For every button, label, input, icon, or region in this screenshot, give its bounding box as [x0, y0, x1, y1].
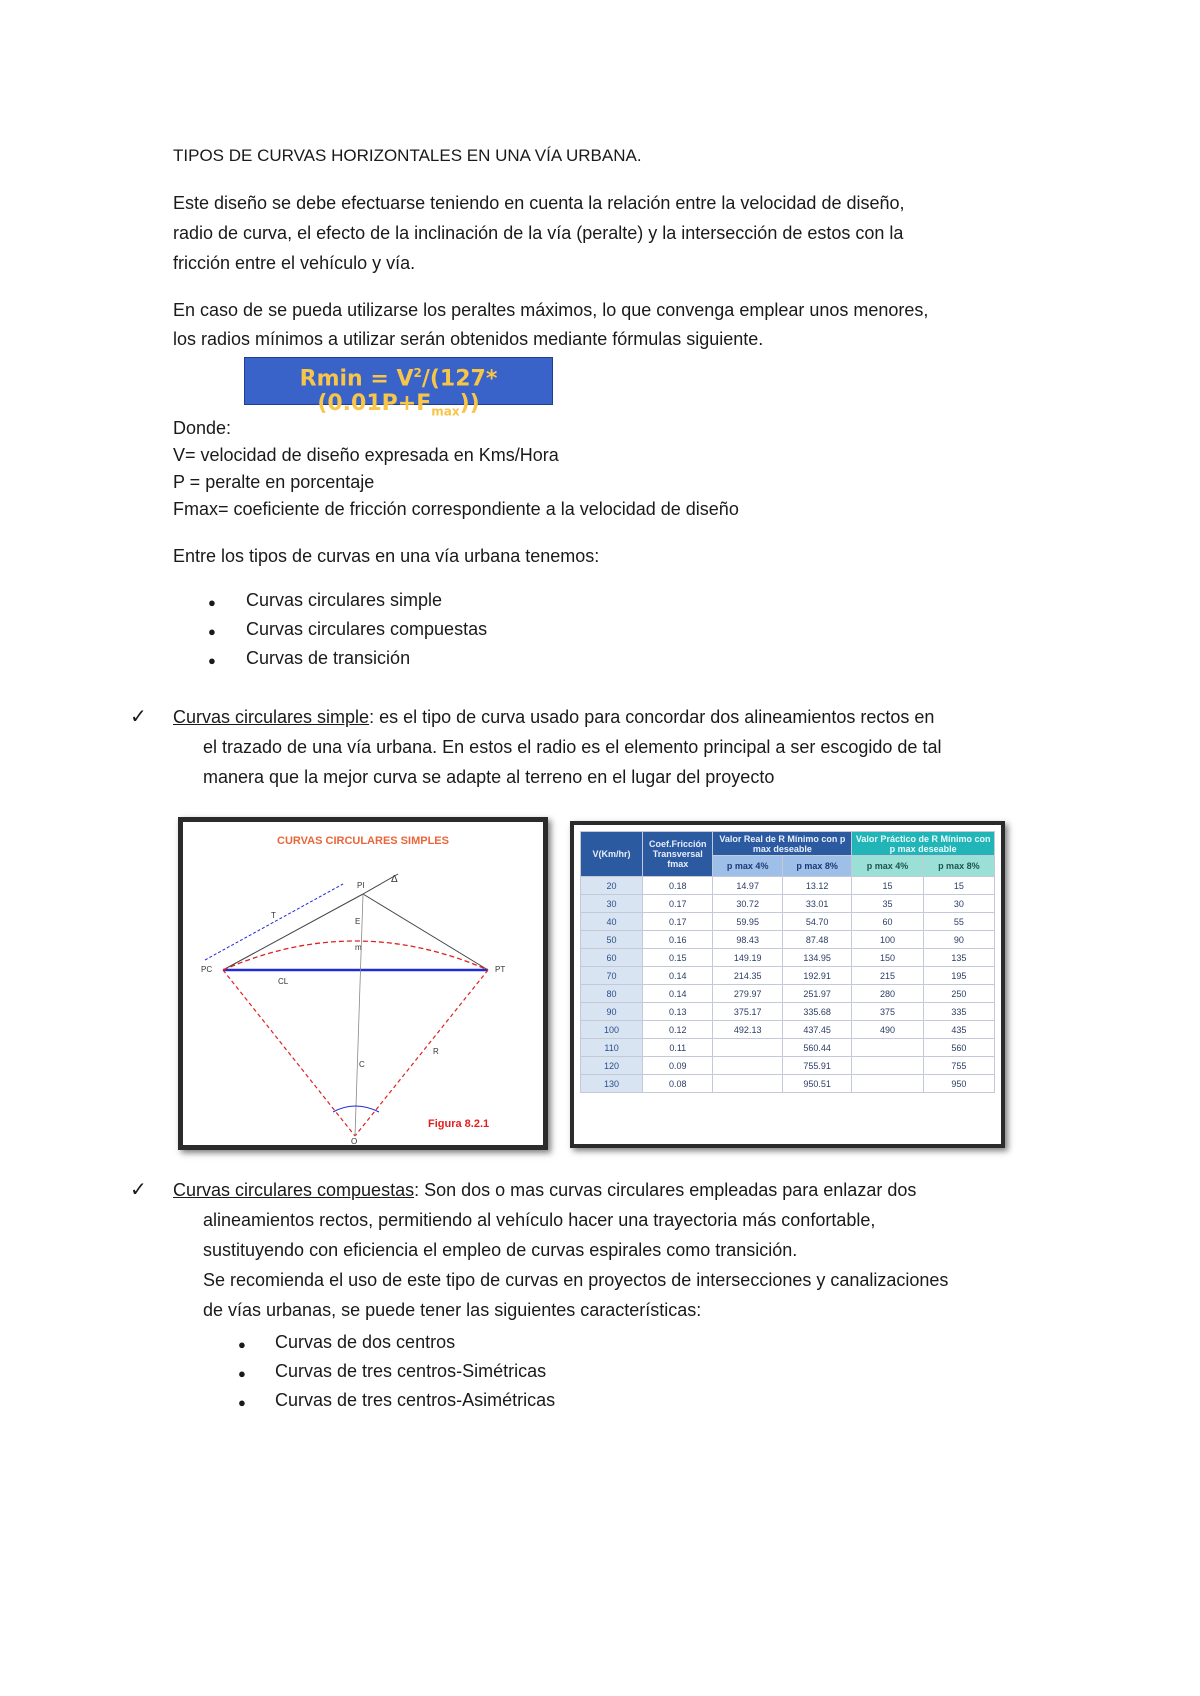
label-pc: PC	[201, 965, 213, 974]
table-row	[581, 1003, 995, 1021]
table-cell: 87.48	[782, 931, 851, 949]
rmin-formula: $Rmin = V^2/(127*(0.01P+F_{max}))$	[299, 366, 498, 419]
header-practico: Valor Práctico de R Mínimo con p max deseable	[852, 832, 995, 856]
donde-v: V= velocidad de diseño expresada en Kms/Hora	[173, 445, 559, 465]
header-real-p4: p max 4%	[713, 856, 782, 877]
table-cell	[713, 1075, 782, 1093]
tangent-forward	[363, 894, 488, 970]
table-cell	[713, 1039, 782, 1057]
table-cell-speed: 30	[581, 895, 643, 913]
table-cell: 251.97	[782, 985, 851, 1003]
table-cell: 335.68	[782, 1003, 851, 1021]
curve-diagram-figure	[178, 817, 548, 1150]
table-row	[581, 877, 995, 895]
compuestas-term: Curvas circulares compuestas	[173, 1180, 415, 1200]
table-cell: 98.43	[713, 931, 782, 949]
intro-line-2: radio de curva, el efecto de la inclinación de la vía (peralte) y la intersección de estos con la	[173, 223, 904, 243]
table-cell-speed: 20	[581, 877, 643, 895]
tipo-item: Curvas circulares simple	[246, 590, 443, 610]
table-cell: 0.12	[643, 1021, 713, 1039]
table-cell: 13.12	[782, 877, 851, 895]
table-cell: 0.17	[643, 895, 713, 913]
table-cell: 0.13	[643, 1003, 713, 1021]
bisector	[355, 894, 363, 1136]
compuestas-line-3: sustituyendo con eficiencia el empleo de curvas espirales como transición.	[203, 1240, 798, 1260]
donde-label: Donde:	[173, 418, 232, 438]
table-cell: 135	[923, 949, 994, 967]
table-row	[581, 985, 995, 1003]
bullet-icon: ●	[208, 624, 216, 639]
donde-fmax: Fmax= coeficiente de fricción correspondiente a la velocidad de diseño	[173, 499, 739, 519]
label-r: R	[433, 1047, 439, 1056]
diagram-title: CURVAS CIRCULARES SIMPLES	[277, 835, 449, 847]
label-t: T	[271, 911, 276, 920]
bullet-icon: ●	[208, 595, 216, 610]
table-cell: 560.44	[782, 1039, 851, 1057]
table-cell: 15	[852, 877, 923, 895]
table-cell	[852, 1057, 923, 1075]
header-coef: Coef.Fricción Transversal fmax	[643, 832, 713, 877]
table-cell: 100	[852, 931, 923, 949]
simple-line-1: Curvas circulares simple: es el tipo de curva usado para concordar dos alineamientos rectos en	[173, 707, 935, 727]
checkmark-icon: ✓	[130, 704, 147, 728]
page-title: TIPOS DE CURVAS HORIZONTALES EN UNA VÍA URBANA.	[173, 146, 642, 165]
table-cell: 192.91	[782, 967, 851, 985]
compuestas-line-4: Se recomienda el uso de este tipo de curvas en proyectos de intersecciones y canalizaciones	[203, 1270, 949, 1290]
simple-line-3: manera que la mejor curva se adapte al terreno en el lugar del proyecto	[203, 767, 775, 787]
table-cell: 0.09	[643, 1057, 713, 1075]
label-e: E	[355, 917, 361, 926]
table-cell: 0.16	[643, 931, 713, 949]
label-o: O	[351, 1137, 358, 1145]
table-cell: 60	[852, 913, 923, 931]
table-cell: 54.70	[782, 913, 851, 931]
peraltes-line-1: En caso de se pueda utilizarse los peraltes máximos, lo que convenga emplear unos menores,	[173, 300, 929, 320]
table-cell: 280	[852, 985, 923, 1003]
table-cell-speed: 60	[581, 949, 643, 967]
table-row	[581, 1039, 995, 1057]
tipos-intro: Entre los tipos de curvas en una vía urbana tenemos:	[173, 546, 600, 566]
table-cell: 375.17	[713, 1003, 782, 1021]
table-cell: 335	[923, 1003, 994, 1021]
header-real-p8: p max 8%	[782, 856, 851, 877]
table-cell-speed: 110	[581, 1039, 643, 1057]
table-row	[581, 913, 995, 931]
header-prac-p8: p max 8%	[923, 856, 994, 877]
label-cl: CL	[278, 977, 289, 986]
table-cell: 0.11	[643, 1039, 713, 1057]
table-cell: 30	[923, 895, 994, 913]
radius-right	[355, 970, 488, 1136]
table-cell: 59.95	[713, 913, 782, 931]
checkmark-icon: ✓	[130, 1177, 147, 1201]
simple-line-2: el trazado de una vía urbana. En estos el radio es el elemento principal a ser escogido de tal	[203, 737, 942, 757]
table-cell: 950.51	[782, 1075, 851, 1093]
table-cell: 90	[923, 931, 994, 949]
table-cell: 435	[923, 1021, 994, 1039]
table-row	[581, 1075, 995, 1093]
table-row	[581, 967, 995, 985]
bullet-icon: ●	[238, 1337, 246, 1352]
compuestas-line-1: Curvas circulares compuestas: Son dos o mas curvas circulares empleadas para enlazar dos	[173, 1180, 917, 1200]
label-pi: PI	[357, 881, 365, 890]
table-cell: 30.72	[713, 895, 782, 913]
table-cell: 0.14	[643, 985, 713, 1003]
header-prac-p4: p max 4%	[852, 856, 923, 877]
table-cell-speed: 130	[581, 1075, 643, 1093]
simple-term: Curvas circulares simple	[173, 707, 370, 727]
table-cell: 492.13	[713, 1021, 782, 1039]
donde-p: P = peralte en porcentaje	[173, 472, 375, 492]
table-row	[581, 931, 995, 949]
table-cell: 950	[923, 1075, 994, 1093]
compuestas-line-2: alineamientos rectos, permitiendo al vehículo hacer una trayectoria más confortable,	[203, 1210, 876, 1230]
table-cell-speed: 90	[581, 1003, 643, 1021]
table-cell	[713, 1057, 782, 1075]
table-cell: 0.14	[643, 967, 713, 985]
table-cell: 33.01	[782, 895, 851, 913]
label-delta: Δ	[391, 874, 398, 885]
table-cell-speed: 50	[581, 931, 643, 949]
table-cell-speed: 100	[581, 1021, 643, 1039]
label-pt: PT	[495, 965, 506, 974]
table-body	[581, 877, 995, 1093]
table-cell: 279.97	[713, 985, 782, 1003]
table-cell: 0.15	[643, 949, 713, 967]
table-cell: 375	[852, 1003, 923, 1021]
table-cell: 0.18	[643, 877, 713, 895]
formula-box	[244, 357, 553, 419]
tangent-back	[223, 894, 363, 970]
tipo-item: Curvas circulares compuestas	[246, 619, 488, 639]
table-cell: 195	[923, 967, 994, 985]
table-cell-speed: 70	[581, 967, 643, 985]
bullet-icon: ●	[238, 1366, 246, 1381]
peraltes-line-2: los radios mínimos a utilizar serán obtenidos mediante fórmulas siguiente.	[173, 329, 764, 349]
intro-line-1: Este diseño se debe efectuarse teniendo en cuenta la relación entre la velocidad de diseño,	[173, 193, 905, 213]
table-cell-speed: 40	[581, 913, 643, 931]
curve-diagram	[183, 822, 543, 1145]
table-cell: 55	[923, 913, 994, 931]
bullet-icon: ●	[238, 1395, 246, 1410]
table-cell: 149.19	[713, 949, 782, 967]
table-cell: 150	[852, 949, 923, 967]
table-cell: 560	[923, 1039, 994, 1057]
table-cell	[852, 1075, 923, 1093]
table-cell-speed: 120	[581, 1057, 643, 1075]
compuestas-item: Curvas de tres centros-Asimétricas	[275, 1390, 556, 1410]
table-cell: 215	[852, 967, 923, 985]
tangent-dimension	[205, 884, 343, 960]
table-cell: 0.17	[643, 913, 713, 931]
compuestas-item: Curvas de dos centros	[275, 1332, 456, 1352]
label-m: m	[355, 943, 362, 952]
table-cell: 0.08	[643, 1075, 713, 1093]
table-cell	[852, 1039, 923, 1057]
table-row	[581, 1057, 995, 1075]
table-cell: 214.35	[713, 967, 782, 985]
table-cell: 15	[923, 877, 994, 895]
table-cell: 490	[852, 1021, 923, 1039]
header-real: Valor Real de R Mínimo con p max deseable	[713, 832, 852, 856]
table-cell: 14.97	[713, 877, 782, 895]
table-cell: 35	[852, 895, 923, 913]
table-cell: 755.91	[782, 1057, 851, 1075]
header-v: V(Km/hr)	[581, 832, 643, 877]
figure-caption: Figura 8.2.1	[428, 1118, 490, 1130]
compuestas-line-5: de vías urbanas, se puede tener las siguientes características:	[203, 1300, 702, 1320]
table-cell: 437.45	[782, 1021, 851, 1039]
radius-table	[580, 831, 995, 1093]
bullet-icon: ●	[208, 653, 216, 668]
table-cell: 250	[923, 985, 994, 1003]
compuestas-item: Curvas de tres centros-Simétricas	[275, 1361, 547, 1381]
table-row	[581, 1021, 995, 1039]
table-cell: 134.95	[782, 949, 851, 967]
table-row	[581, 895, 995, 913]
label-c: C	[359, 1060, 365, 1069]
tipo-item: Curvas de transición	[246, 648, 411, 668]
radius-table-figure	[570, 821, 1005, 1148]
table-row	[581, 949, 995, 967]
table-cell: 755	[923, 1057, 994, 1075]
table-cell-speed: 80	[581, 985, 643, 1003]
intro-line-3: fricción entre el vehículo y vía.	[173, 253, 416, 273]
